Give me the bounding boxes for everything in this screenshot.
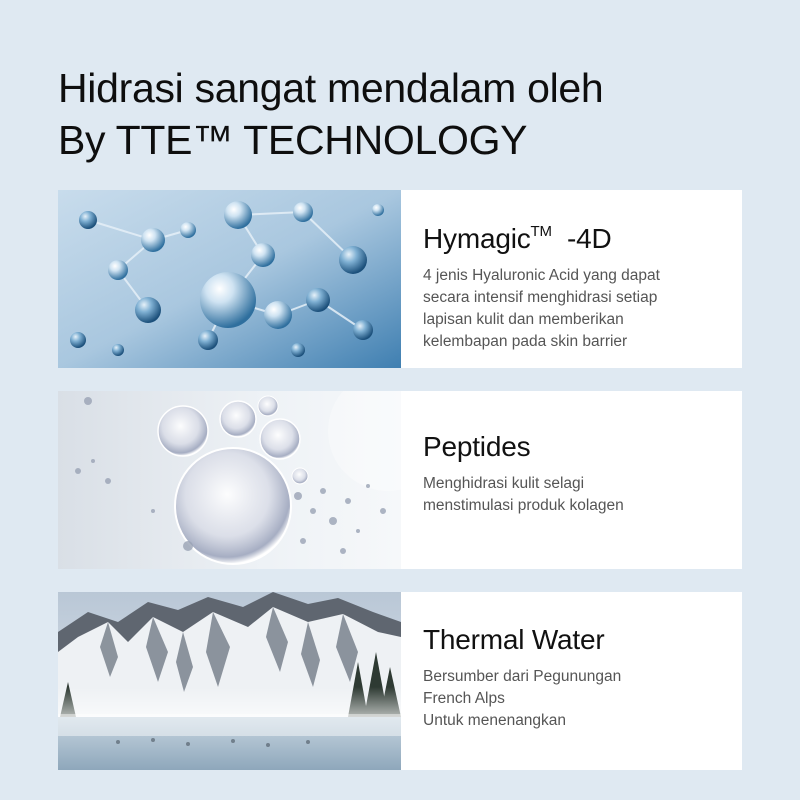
headline (58, 62, 758, 166)
card-description: 4 jenis Hyaluronic Acid yang dapat secara intensif menghidrasi setiap lapisan kulit dan memberikan kelembapan pada skin barrier (423, 267, 660, 350)
ingredient-card-hymagic (58, 190, 742, 368)
card-text (401, 391, 742, 569)
headline-line-2: By TTE™ TECHNOLOGY (58, 117, 528, 163)
bubbles-image (58, 391, 401, 569)
card-title: Thermal Water (423, 624, 605, 655)
card-text (401, 592, 742, 770)
card-description: Menghidrasi kulit selagi menstimulasi produk kolagen (423, 475, 624, 514)
card-text (401, 190, 742, 368)
ingredient-card-peptides (58, 391, 742, 569)
card-title: Peptides (423, 431, 531, 462)
ingredient-card-thermal-water (58, 592, 742, 770)
card-description: Bersumber dari Pegunungan French Alps Untuk menenangkan (423, 668, 622, 729)
headline-line-1: Hidrasi sangat mendalam oleh (58, 65, 604, 111)
card-title: Hymagic™ -4D (423, 223, 612, 254)
trademark-sup: TM (530, 223, 552, 240)
molecule-image (58, 190, 401, 368)
alps-photo (58, 592, 401, 770)
